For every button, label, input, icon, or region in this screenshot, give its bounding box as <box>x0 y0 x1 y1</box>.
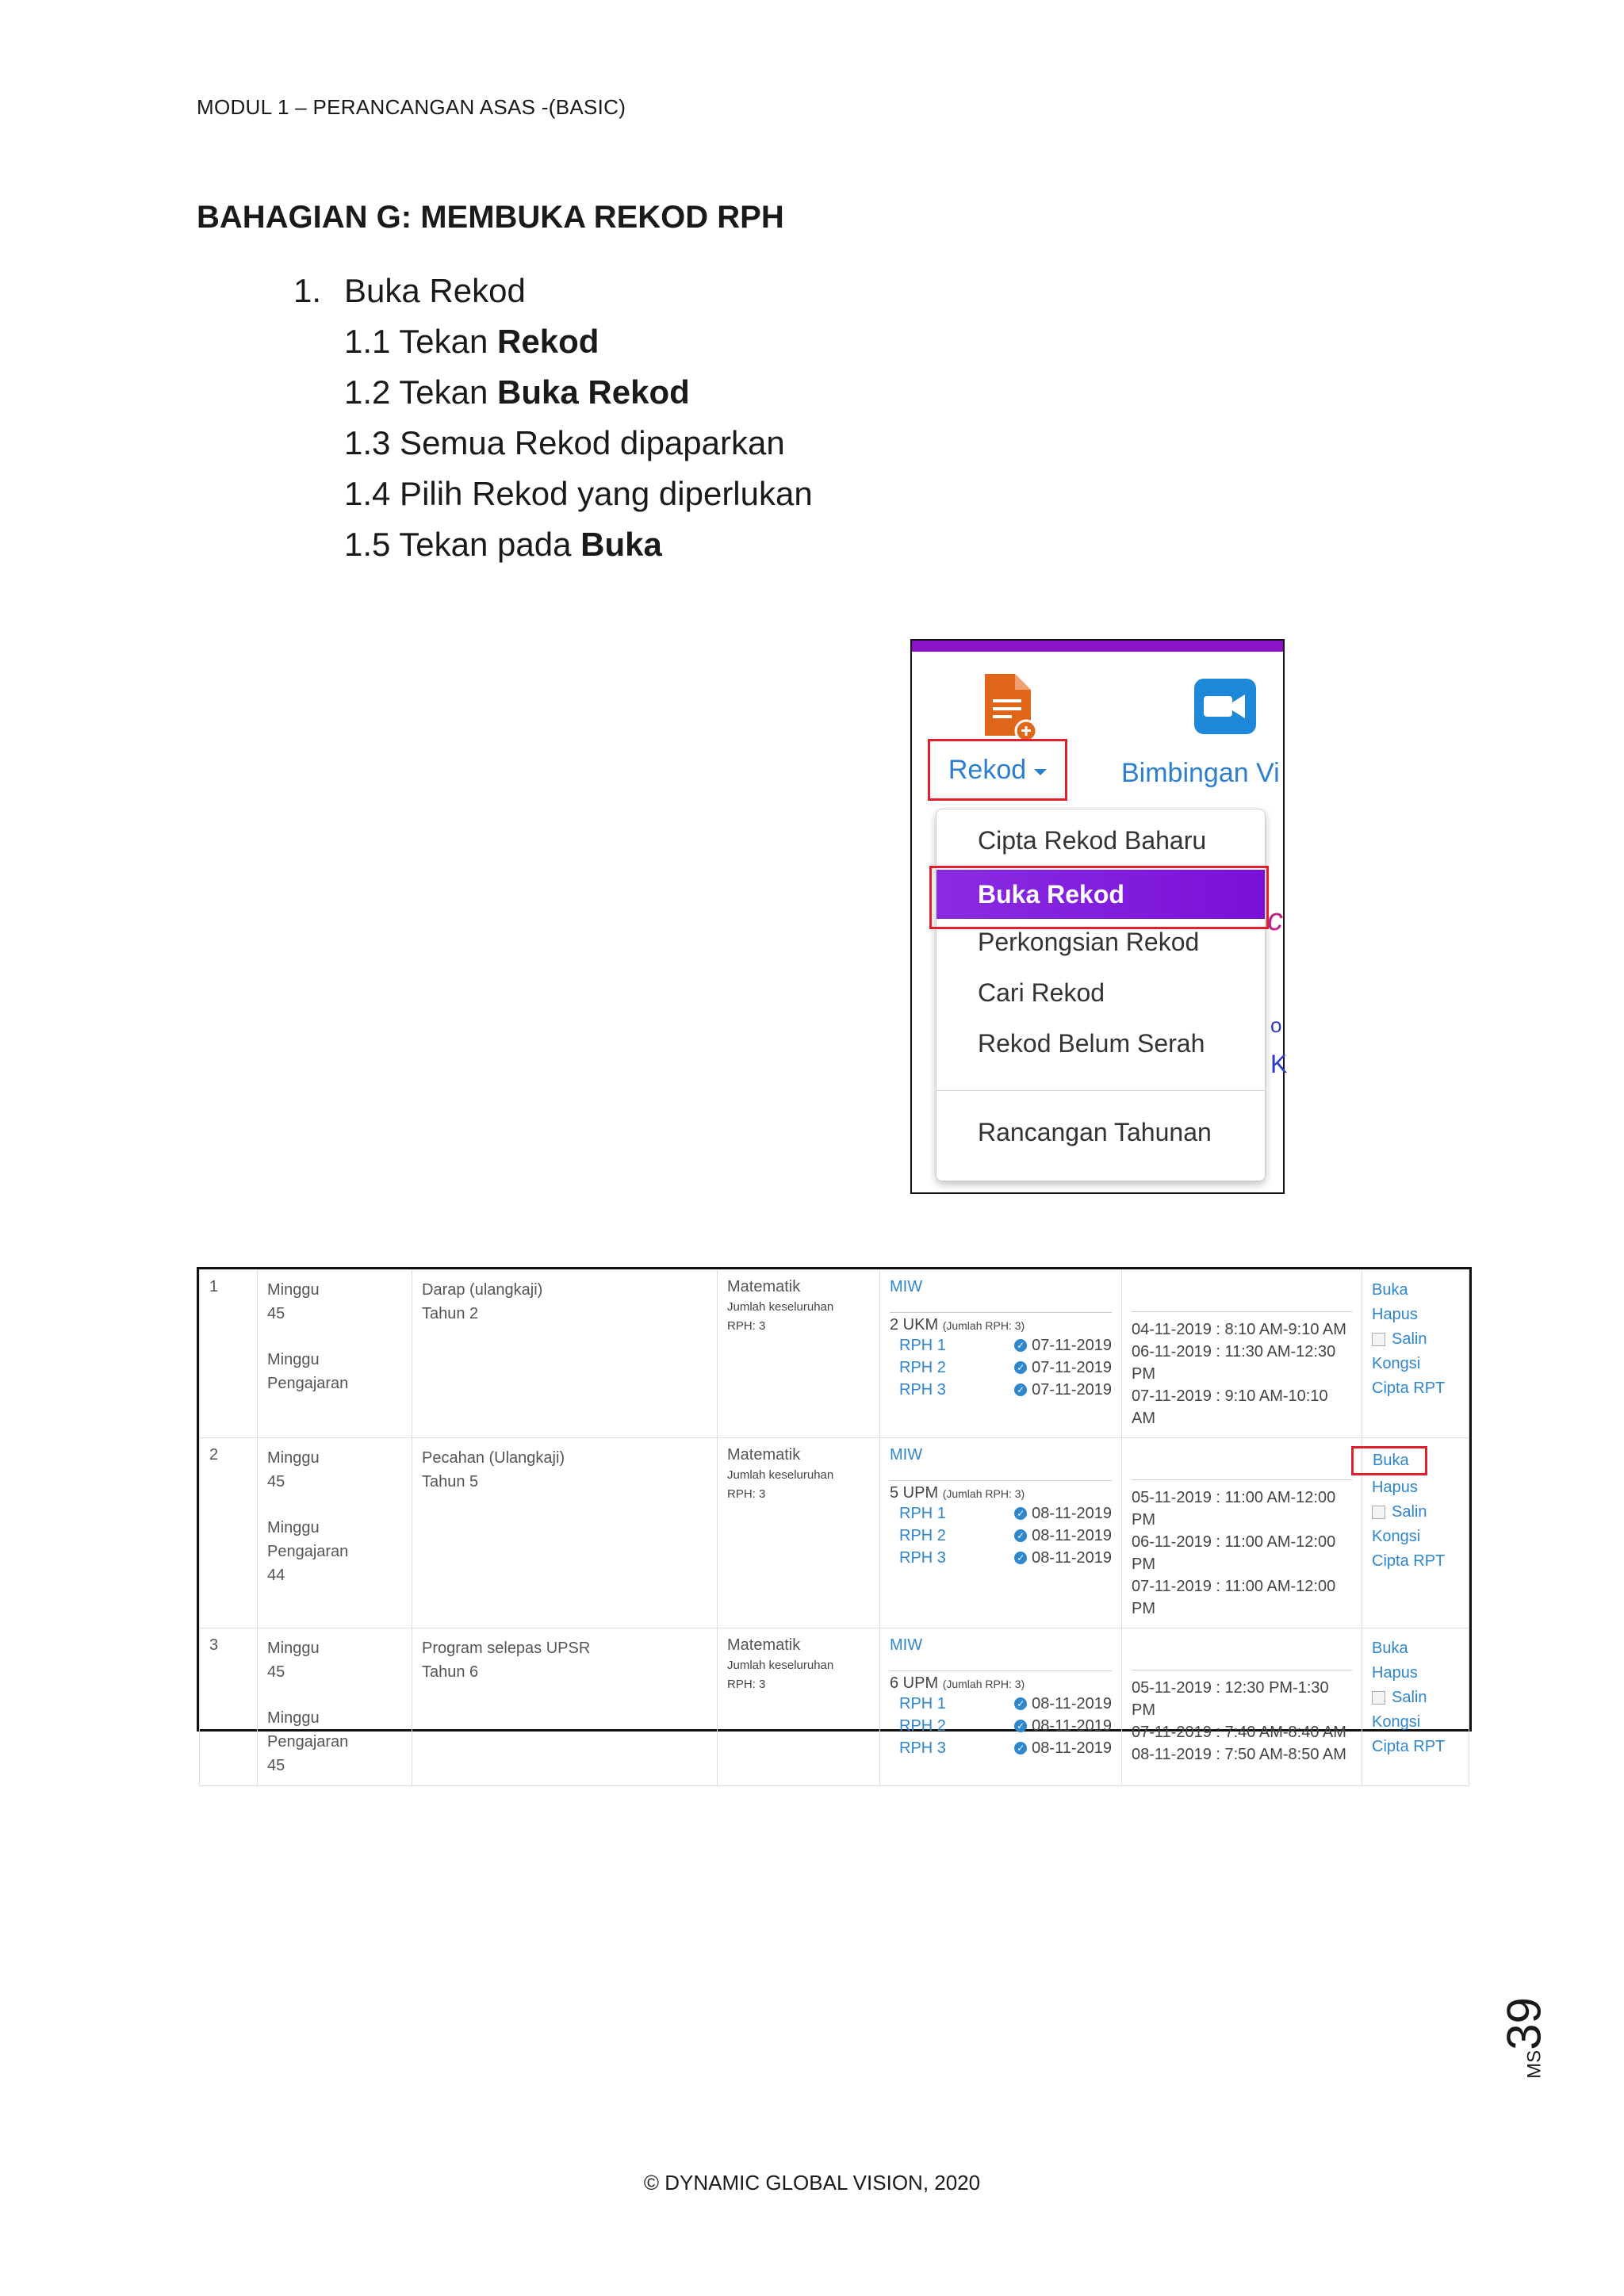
actions-cell <box>1362 1628 1469 1786</box>
page-number-value: 39 <box>1497 1997 1551 2050</box>
rph-link[interactable]: RPH 2 <box>899 1359 946 1376</box>
check-circle-icon: ✓ <box>1014 1529 1027 1542</box>
actions-cell <box>1362 1438 1469 1628</box>
row-number: 3 <box>200 1628 258 1786</box>
actions-cell <box>1362 1270 1469 1438</box>
table-row <box>200 1270 1469 1438</box>
menu-item-cipta-rekod-baharu[interactable]: Cipta Rekod Baharu <box>978 826 1207 855</box>
subject-cell: Matematik Jumlah keseluruhan RPH: 3 <box>718 1628 880 1786</box>
chevron-down-icon <box>1034 769 1047 775</box>
subject-cell: Matematik Jumlah keseluruhan RPH: 3 <box>718 1270 880 1438</box>
week-cell: Minggu 45 Minggu Pengajaran <box>258 1270 412 1438</box>
rph-link[interactable]: RPH 1 <box>899 1695 946 1712</box>
hapus-link[interactable]: Hapus <box>1372 1479 1418 1496</box>
class-cell: MIW 5 UPM (Jumlah RPH: 3) RPH 1 ✓ 08-11-2019 RPH 2 ✓ 08-11-2019 RPH 3 ✓ 08-11-2019 <box>880 1438 1122 1628</box>
check-circle-icon: ✓ <box>1014 1720 1027 1732</box>
check-circle-icon: ✓ <box>1014 1361 1027 1374</box>
rph-link[interactable]: RPH 3 <box>899 1549 946 1567</box>
week-cell: Minggu 45 Minggu Pengajaran 45 <box>258 1628 412 1786</box>
salin-label: Salin <box>1392 1330 1427 1348</box>
kongsi-link[interactable]: Kongsi <box>1372 1355 1421 1372</box>
menu-item-cari-rekod[interactable]: Cari Rekod <box>978 978 1105 1007</box>
kongsi-link[interactable]: Kongsi <box>1372 1713 1421 1731</box>
records-table <box>199 1269 1469 1786</box>
menu-item-rancangan-tahunan[interactable]: Rancangan Tahunan <box>978 1118 1212 1146</box>
menu-screenshot <box>910 639 1288 1194</box>
background-fragment: c <box>1267 902 1283 937</box>
check-circle-icon: ✓ <box>1014 1552 1027 1564</box>
topic-cell: Program selepas UPSR Tahun 6 <box>412 1628 718 1786</box>
salin-checkbox[interactable] <box>1372 1506 1385 1519</box>
page-header: MODUL 1 – PERANCANGAN ASAS -(BASIC) <box>197 95 626 119</box>
buka-link-highlighted[interactable]: Buka <box>1351 1446 1427 1475</box>
bimbingan-video-link[interactable]: Bimbingan Vi <box>1121 758 1280 788</box>
class-cell: MIW 2 UKM (Jumlah RPH: 3) RPH 1 ✓ 07-11-2019 RPH 2 ✓ 07-11-2019 RPH 3 ✓ 07-11-2019 <box>880 1270 1122 1438</box>
class-code-link[interactable]: MIW <box>890 1636 923 1654</box>
page-number <box>1477 1979 1572 2090</box>
records-table-screenshot <box>197 1267 1472 1774</box>
cipta-rpt-link[interactable]: Cipta RPT <box>1372 1738 1446 1755</box>
salin-checkbox[interactable] <box>1372 1691 1385 1705</box>
class-code-link[interactable]: MIW <box>890 1446 923 1464</box>
hapus-link[interactable]: Hapus <box>1372 1664 1418 1682</box>
schedule-cell: 05-11-2019 : 11:00 AM-12:00 PM 06-11-2019 : 11:00 AM-12:00 PM 07-11-2019 : 11:00 AM-12:00 PM <box>1122 1438 1362 1628</box>
check-circle-icon: ✓ <box>1014 1383 1027 1396</box>
video-camera-icon <box>1193 677 1258 736</box>
check-circle-icon: ✓ <box>1014 1507 1027 1520</box>
rph-link[interactable]: RPH 1 <box>899 1337 946 1354</box>
kongsi-link[interactable]: Kongsi <box>1372 1528 1421 1545</box>
topic-cell: Darap (ulangkaji) Tahun 2 <box>412 1270 718 1438</box>
class-cell: MIW 6 UPM (Jumlah RPH: 3) RPH 1 ✓ 08-11-2019 RPH 2 ✓ 08-11-2019 RPH 3 ✓ 08-11-2019 <box>880 1628 1122 1786</box>
step-1-2: 1.2 Tekan Buka Rekod <box>344 373 690 411</box>
row-number: 2 <box>200 1438 258 1628</box>
rph-link[interactable]: RPH 2 <box>899 1527 946 1544</box>
buka-link[interactable]: Buka <box>1372 1640 1408 1657</box>
section-title: BAHAGIAN G: MEMBUKA REKOD RPH <box>197 200 784 235</box>
step-main <box>293 266 813 316</box>
step-1-3: 1.3 Semua Rekod dipaparkan <box>344 424 785 461</box>
rekod-label: Rekod <box>948 754 1027 785</box>
menu-top-bar <box>912 641 1283 652</box>
salin-label: Salin <box>1392 1503 1427 1521</box>
instruction-steps <box>293 266 813 570</box>
class-code-link[interactable]: MIW <box>890 1278 923 1295</box>
salin-checkbox[interactable] <box>1372 1333 1385 1346</box>
step-main-text: Buka Rekod <box>344 272 526 309</box>
background-fragment: o <box>1270 1013 1282 1037</box>
rekod-dropdown-menu <box>936 809 1266 1181</box>
menu-item-buka-rekod[interactable]: Buka Rekod <box>936 870 1265 919</box>
rph-link[interactable]: RPH 3 <box>899 1381 946 1399</box>
hapus-link[interactable]: Hapus <box>1372 1306 1418 1323</box>
salin-label: Salin <box>1392 1689 1427 1706</box>
topic-cell: Pecahan (Ulangkaji) Tahun 5 <box>412 1438 718 1628</box>
week-cell: Minggu 45 Minggu Pengajaran 44 <box>258 1438 412 1628</box>
subject-cell: Matematik Jumlah keseluruhan RPH: 3 <box>718 1438 880 1628</box>
rph-link[interactable]: RPH 2 <box>899 1717 946 1735</box>
check-circle-icon: ✓ <box>1014 1339 1027 1352</box>
background-fragment: K <box>1270 1050 1288 1078</box>
cipta-rpt-link[interactable]: Cipta RPT <box>1372 1380 1446 1397</box>
cipta-rpt-link[interactable]: Cipta RPT <box>1372 1552 1446 1570</box>
step-1-4: 1.4 Pilih Rekod yang diperlukan <box>344 475 813 512</box>
row-number: 1 <box>200 1270 258 1438</box>
schedule-cell: 04-11-2019 : 8:10 AM-9:10 AM 06-11-2019 : 11:30 AM-12:30 PM 07-11-2019 : 9:10 AM-10:10 AM <box>1122 1270 1362 1438</box>
highlight-box <box>929 866 1269 929</box>
rph-link[interactable]: RPH 1 <box>899 1505 946 1522</box>
menu-item-rekod-belum-serah[interactable]: Rekod Belum Serah <box>978 1029 1205 1058</box>
step-1-5: 1.5 Tekan pada Buka <box>344 526 662 563</box>
table-row <box>200 1438 1469 1628</box>
step-number: 1. <box>293 272 322 309</box>
check-circle-icon: ✓ <box>1014 1697 1027 1710</box>
rph-link[interactable]: RPH 3 <box>899 1739 946 1757</box>
document-add-icon <box>982 671 1037 742</box>
rekod-menu-button[interactable] <box>928 739 1067 801</box>
menu-divider <box>936 1090 1265 1091</box>
table-row <box>200 1628 1469 1786</box>
menu-item-perkongsian-rekod[interactable]: Perkongsian Rekod <box>978 928 1200 956</box>
page-number-prefix: MS <box>1523 2049 1545 2079</box>
check-circle-icon: ✓ <box>1014 1742 1027 1755</box>
buka-link[interactable]: Buka <box>1372 1281 1408 1299</box>
step-1-1: 1.1 Tekan Rekod <box>344 323 599 360</box>
page-footer: © DYNAMIC GLOBAL VISION, 2020 <box>643 2171 981 2195</box>
schedule-cell: 05-11-2019 : 12:30 PM-1:30 PM 07-11-2019 : 7:40 AM-8:40 AM 08-11-2019 : 7:50 AM-8:50 AM <box>1122 1628 1362 1786</box>
